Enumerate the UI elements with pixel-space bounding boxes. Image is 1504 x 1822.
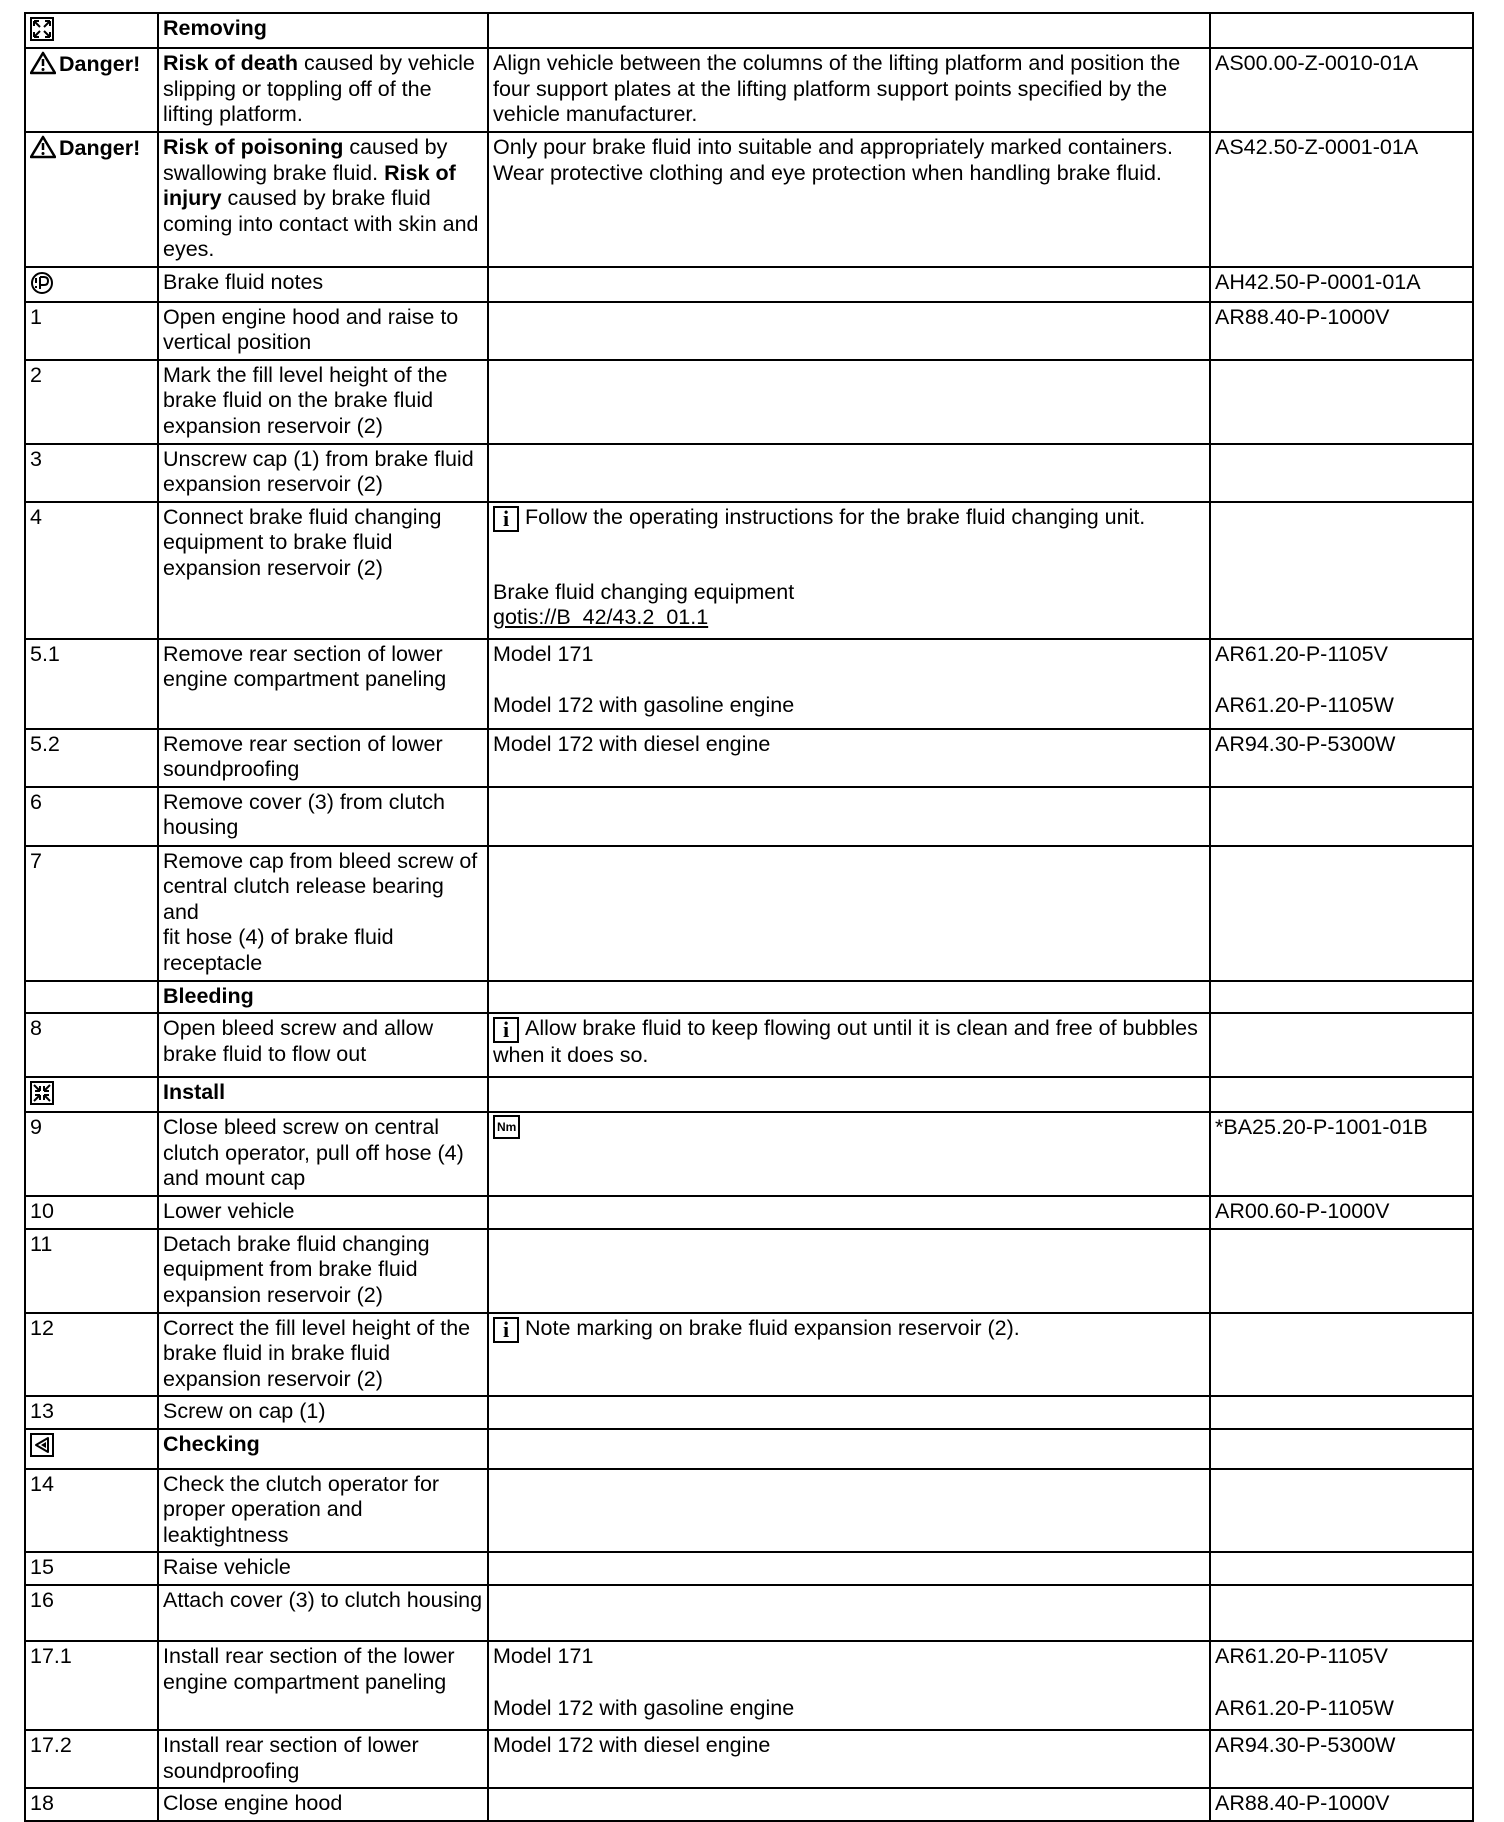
step-row — [25, 1396, 1473, 1429]
step-text: Detach brake fluid changing equipment from brake fluid expansion reservoir (2) — [158, 1229, 488, 1313]
step-number: 3 — [25, 444, 158, 502]
step-row — [25, 1013, 1473, 1077]
step-number: 8 — [25, 1013, 158, 1077]
doc-reference[interactable]: AR00.60-P-1000V — [1210, 1196, 1473, 1229]
doc-reference[interactable]: AH42.50-P-0001-01A — [1210, 267, 1473, 302]
step-text: Close engine hood — [158, 1788, 488, 1821]
warning-icon — [30, 51, 56, 75]
step-text: Correct the fill level height of the brake fluid in brake fluid expansion reservoir (2) — [158, 1313, 488, 1397]
step-number: 17.1 — [25, 1641, 158, 1730]
step-row — [25, 360, 1473, 444]
model-label: Model 172 with diesel engine — [488, 729, 1210, 787]
model-label: Model 171 — [493, 641, 594, 666]
section-row-checking — [25, 1429, 1473, 1469]
step-row — [25, 1641, 1473, 1730]
step-text: Connect brake fluid changing equipment to brake fluid expansion reservoir (2) — [158, 502, 488, 639]
doc-reference[interactable]: AR61.20-P-1105V — [1215, 641, 1388, 666]
info-icon: i — [493, 506, 519, 532]
model-label: Model 172 with gasoline engine — [493, 1695, 795, 1720]
step-text: Install rear section of lower soundproofing — [158, 1730, 488, 1788]
model-label: Model 172 with diesel engine — [488, 1730, 1210, 1788]
doc-reference[interactable]: AR61.20-P-1105W — [1215, 1695, 1394, 1720]
step-text: Remove cover (3) from clutch housing — [158, 787, 488, 846]
torque-icon: Nm — [493, 1115, 520, 1139]
step-number: 5.1 — [25, 639, 158, 729]
step-text: Remove rear section of lower soundproofing — [158, 729, 488, 787]
step-row — [25, 787, 1473, 846]
danger-text: Risk of death caused by vehicle slipping or toppling off of the lifting platform. — [158, 48, 488, 132]
doc-reference[interactable]: AR88.40-P-1000V — [1210, 1788, 1473, 1821]
step-row — [25, 1730, 1473, 1788]
removal-icon — [30, 17, 54, 41]
step-row — [25, 1788, 1473, 1821]
step-number: 1 — [25, 302, 158, 360]
section-title-removing: Removing — [158, 13, 488, 48]
step-row — [25, 444, 1473, 502]
step-text: Raise vehicle — [158, 1552, 488, 1585]
instruction-text: Align vehicle between the columns of the lifting platform and position the four support plates at the lifting platform support points specified by the vehicle manufacturer. — [488, 48, 1210, 132]
doc-reference[interactable]: AR61.20-P-1105W — [1215, 693, 1394, 717]
step-text: Install rear section of the lower engine compartment paneling — [158, 1641, 488, 1730]
procedure-table — [24, 12, 1474, 1822]
danger-row-poisoning — [25, 132, 1473, 267]
step-text: Open bleed screw and allow brake fluid to flow out — [158, 1013, 488, 1077]
doc-reference[interactable]: AS00.00-Z-0010-01A — [1210, 48, 1473, 132]
step-number: 7 — [25, 846, 158, 981]
step-number: 18 — [25, 1788, 158, 1821]
equipment-label: Brake fluid changing equipment — [493, 579, 795, 604]
step-text: fit hose (4) of brake fluid receptacle — [163, 925, 394, 975]
step-text: Screw on cap (1) — [158, 1396, 488, 1429]
step-text: Remove cap from bleed screw of central clutch release bearing and — [163, 848, 478, 924]
step-row — [25, 1229, 1473, 1313]
step-row — [25, 729, 1473, 787]
model-label: Model 172 with gasoline engine — [493, 693, 795, 717]
step-row — [25, 302, 1473, 360]
doc-reference[interactable]: AR61.20-P-1105V — [1215, 1644, 1388, 1668]
step-number: 14 — [25, 1469, 158, 1553]
install-icon — [30, 1081, 54, 1105]
info-note: i Follow the operating instructions for the brake fluid changing unit. — [493, 505, 1205, 532]
step-number: 2 — [25, 360, 158, 444]
step-number: 11 — [25, 1229, 158, 1313]
doc-reference[interactable]: AR94.30-P-5300W — [1210, 729, 1473, 787]
info-icon: i — [493, 1017, 519, 1043]
step-row — [25, 1313, 1473, 1397]
step-number: 16 — [25, 1585, 158, 1641]
step-row — [25, 502, 1473, 639]
step-number: 5.2 — [25, 729, 158, 787]
doc-reference[interactable]: *BA25.20-P-1001-01B — [1210, 1112, 1473, 1196]
note-icon — [30, 271, 54, 295]
doc-reference[interactable]: AS42.50-Z-0001-01A — [1210, 132, 1473, 267]
info-note: i Note marking on brake fluid expansion reservoir (2). — [488, 1313, 1210, 1397]
step-number: 6 — [25, 787, 158, 846]
section-row-install — [25, 1077, 1473, 1112]
model-label: Model 171 — [493, 1644, 594, 1668]
step-row — [25, 846, 1473, 981]
info-icon: i — [493, 1317, 519, 1343]
step-row — [25, 1469, 1473, 1553]
step-text: Mark the fill level height of the brake fluid on the brake fluid expansion reservoir (2) — [158, 360, 488, 444]
section-row-bleeding — [25, 981, 1473, 1014]
step-text: Check the clutch operator for proper operation and leaktightness — [158, 1469, 488, 1553]
step-number: 4 — [25, 502, 158, 639]
step-row — [25, 1112, 1473, 1196]
instruction-text: Only pour brake fluid into suitable and appropriately marked containers. Wear protective clothing and eye protection when handling brake fluid. — [488, 132, 1210, 267]
step-text: Unscrew cap (1) from brake fluid expansion reservoir (2) — [158, 444, 488, 502]
step-text: Remove rear section of lower engine compartment paneling — [158, 639, 488, 729]
step-text: Open engine hood and raise to vertical position — [158, 302, 488, 360]
step-number: 10 — [25, 1196, 158, 1229]
notes-label: Brake fluid notes — [158, 267, 488, 302]
danger-text: Risk of poisoning caused by swallowing brake fluid. Risk of injury caused by brake fluid coming into contact with skin and eyes. — [158, 132, 488, 267]
danger-label: Danger! — [30, 52, 140, 76]
step-row — [25, 1552, 1473, 1585]
step-number: 17.2 — [25, 1730, 158, 1788]
danger-label: Danger! — [30, 136, 140, 160]
doc-reference[interactable]: AR88.40-P-1000V — [1210, 302, 1473, 360]
doc-reference[interactable]: AR94.30-P-5300W — [1210, 1730, 1473, 1788]
step-number: 15 — [25, 1552, 158, 1585]
step-row — [25, 639, 1473, 729]
equipment-link[interactable]: gotis://B_42/43.2_01.1 — [493, 605, 709, 629]
section-title-checking: Checking — [158, 1429, 488, 1469]
step-text: Close bleed screw on central clutch operator, pull off hose (4) and mount cap — [158, 1112, 488, 1196]
section-title-install: Install — [158, 1077, 488, 1112]
info-note: i Allow brake fluid to keep flowing out until it is clean and free of bubbles when it does so. — [488, 1013, 1210, 1077]
warning-icon — [30, 135, 56, 159]
step-text: Lower vehicle — [158, 1196, 488, 1229]
step-number: 12 — [25, 1313, 158, 1397]
step-row — [25, 1585, 1473, 1641]
section-title-bleeding: Bleeding — [158, 981, 488, 1014]
step-number: 9 — [25, 1112, 158, 1196]
step-row — [25, 1196, 1473, 1229]
danger-row-lifting — [25, 48, 1473, 132]
check-icon — [30, 1433, 54, 1457]
step-text: Attach cover (3) to clutch housing — [158, 1585, 488, 1641]
section-row-removing — [25, 13, 1473, 48]
notes-row — [25, 267, 1473, 302]
step-number: 13 — [25, 1396, 158, 1429]
